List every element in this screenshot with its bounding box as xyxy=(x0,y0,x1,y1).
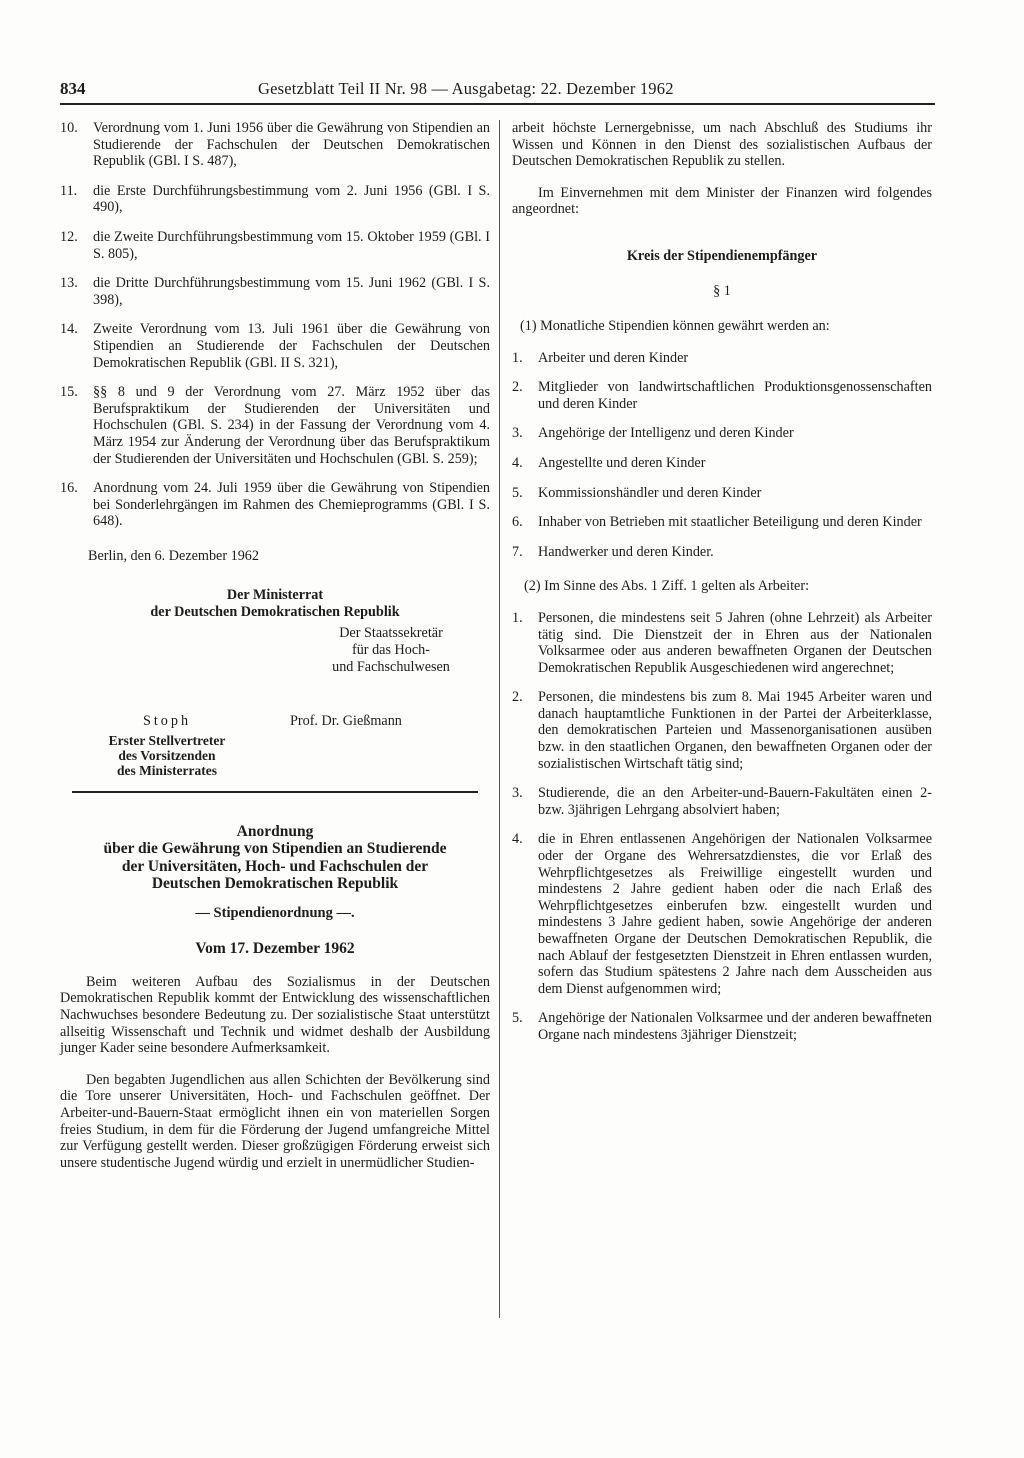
list-item xyxy=(512,689,932,772)
list-item-text: Mitglieder von landwirtschaftlichen Produktionsgenossenschaften und deren Kinder xyxy=(538,379,932,412)
list-item-text: Personen, die mindestens bis zum 8. Mai 1945 Arbeiter waren und danach hauptamtliche Funktionen in der Partei der Arbeiterklasse, den demokratischen Parteien und Massenorganisationen ausüben bzw. in den staatlichen Organen, den bewaffneten Organen oder der sozialistischen Wirtschaft tätig sind; xyxy=(538,689,932,772)
list-item-text: §§ 8 und 9 der Verordnung vom 27. März 1952 über das Berufspraktikum der Studierenden der Universitäten und Hochschulen (GBl. S. 234) in der Fassung der Verordnung vom 4. März 1954 zur Änderung der Verordnung über das Berufspraktikum der Studierenden der Universitäten und Hochschulen (GBl. S. 259); xyxy=(93,384,490,467)
list-item-number: 16. xyxy=(60,480,78,497)
ordinance-title: Anordnung xyxy=(236,822,314,840)
list-item-number: 15. xyxy=(60,384,78,401)
list-item xyxy=(512,350,932,367)
ordinance-title: Deutschen Demokratischen Republik xyxy=(151,875,399,893)
header-rule xyxy=(60,103,935,105)
list-item-text: Angestellte und deren Kinder xyxy=(538,454,706,471)
signer-name-stoph: Stoph xyxy=(142,712,192,729)
list-item-text: Verordnung vom 1. Juni 1956 über die Gewährung von Stipendien an Studierende der Fachschulen der Deutschen Demokratischen Republik (GBl. I S. 487), xyxy=(93,120,490,170)
list-item xyxy=(512,455,932,472)
ordinance-title: der Universitäten, Hoch- und Fachschulen der xyxy=(121,857,429,875)
list-item-text: Personen, die mindestens seit 5 Jahren (ohne Lehrzeit) als Arbeiter tätig sind. Die Dienstzeit der in Ehren aus der Nationalen Volksarmee oder aus anderen bewaffneten Organen der Deutschen Demokratischen Republik Ausgeschiedenen wird angerechnet; xyxy=(538,609,932,676)
signer-title-line: und Fachschulwesen xyxy=(332,658,450,675)
list-item-text: Arbeiter und deren Kinder xyxy=(538,349,689,366)
list-item-text: Studierende, die an den Arbeiter-und-Bauern-Fakultäten einen 2- bzw. 3jährigen Lehrgang absolviert haben; xyxy=(538,785,932,818)
list-item xyxy=(512,379,932,412)
list-item xyxy=(512,544,932,561)
list-item-number: 1. xyxy=(512,609,523,626)
preamble-paragraph: Den begabten Jugendlichen aus allen Schichten der Bevölkerung sind die Tore unserer Universitäten, Hoch- und Fachschulen geöffnet. Der Arbeiter-und-Bauern-Staat ermöglicht ihnen ein von materiellen Sorgen freies Studium, in dem für die Förderung der Jugend umfangreiche Mittel zur Verfügung gestellt werden. Dieser großzügigen Förderung erweist sich unsere studentische Jugend würdig und erzielt in unermüdlicher Studien- xyxy=(60,1071,490,1171)
list-item xyxy=(60,275,490,308)
list-item-number: 6. xyxy=(512,514,523,531)
list-item xyxy=(512,785,932,818)
list-item xyxy=(512,831,932,997)
list-item-number: 5. xyxy=(512,484,523,501)
list-item-number: 2. xyxy=(512,379,523,396)
list-item-number: 4. xyxy=(512,831,523,848)
list-item-number: 1. xyxy=(512,349,523,366)
place-date: Berlin, den 6. Dezember 1962 xyxy=(88,547,259,564)
issuer-line: der Deutschen Demokratischen Republik xyxy=(150,603,400,620)
list-item xyxy=(512,1010,932,1043)
ordinance-date: Vom 17. Dezember 1962 xyxy=(195,939,355,957)
agreement-paragraph: Im Einvernehmen mit dem Minister der Finanzen wird folgendes angeordnet: xyxy=(512,184,932,218)
section-rule xyxy=(72,791,478,793)
list-item-text: Angehörige der Nationalen Volksarmee und der anderen bewaffneten Organe nach mindestens 3jähriger Dienstzeit; xyxy=(538,1010,932,1043)
signature-block xyxy=(60,624,490,778)
list-item-text: die Dritte Durchführungsbestimmung vom 15. Juni 1962 (GBl. I S. 398), xyxy=(93,275,490,308)
list-item-number: 10. xyxy=(60,120,78,136)
list-item-text: Handwerker und deren Kinder. xyxy=(538,543,714,560)
preamble-continuation: arbeit höchste Lernergebnisse, um nach Abschluß des Studiums ihr Wissen und Können in den Dienst des sozialistischen Aufbaus der Deutschen Demokratischen Republik zu stellen. xyxy=(512,120,932,170)
list-item-number: 7. xyxy=(512,543,523,560)
list-item xyxy=(60,229,490,262)
list-item xyxy=(512,514,932,531)
page-number: 834 xyxy=(60,79,86,98)
page-header-title: Gesetzblatt Teil II Nr. 98 — Ausgabetag: 22. Dezember 1962 xyxy=(258,79,674,98)
list-item-text: Anordnung vom 24. Juli 1959 über die Gewährung von Stipendien bei Sonderlehrgängen im Rahmen des Chemieprogramms (GBl. I S. 648). xyxy=(93,480,490,530)
list-item-number: 2. xyxy=(512,689,523,706)
ordinance-title: über die Gewährung von Stipendien an Studierende xyxy=(103,840,447,858)
list-item-text: Angehörige der Intelligenz und deren Kinder xyxy=(538,425,794,442)
preamble-paragraph: Beim weiteren Aufbau des Sozialismus in der Deutschen Demokratischen Republik kommt der Entwicklung des wissenschaftlichen Nachwuchses besondere Bedeutung zu. Der sozialistische Staat unterstützt allseitig Wissenschaft und Technik und widmet deshalb der Ausbildung junger Kader seine besondere Aufmerksamkeit. xyxy=(60,973,490,1057)
list-item xyxy=(60,384,490,467)
list-item-number: 13. xyxy=(60,275,78,292)
signer-title-line: Erster Stellvertreter xyxy=(108,732,226,748)
signer-title-line: des Ministerrates xyxy=(116,762,218,778)
signer-name-giessmann: Prof. Dr. Gießmann xyxy=(290,712,402,729)
list-item-number: 4. xyxy=(512,454,523,471)
signer-title-line: Der Staatssekretär xyxy=(339,624,443,641)
list-item-text: Zweite Verordnung vom 13. Juli 1961 über die Gewährung von Stipendien an Studierende der Fachschulen der Deutschen Demokratischen Republik (GBl. II S. 321), xyxy=(93,321,490,371)
list-item-number: 14. xyxy=(60,321,78,338)
issuer-line: Der Ministerrat xyxy=(226,586,324,603)
ordinance-subtitle: — Stipendienordnung —. xyxy=(195,904,355,921)
list-item-text: Inhaber von Betrieben mit staatlicher Beteiligung und deren Kinder xyxy=(538,514,922,531)
list-item-number: 5. xyxy=(512,1010,523,1027)
list-item-number: 11. xyxy=(60,182,78,199)
list-item xyxy=(60,183,490,216)
list-item-text: die in Ehren entlassenen Angehörigen der Nationalen Volksarmee oder der Organe des Wehrersatzdienstes, die vor Erlaß des Wehrpflichtgesetzes als Freiwillige eingestellt wurden und mindestens 2 Jahre gedient haben oder die nach Erlaß des Wehrpflichtgesetzes einberufen bzw. eingestellt wurden und mindestens 3 Jahre gedient haben, sowie Angehörige der anderen bewaffneten Organe der Deutschen Demokratischen Republik, die nach Ablauf der festgesetzten Dienstzeit in Ehren entlassen wurden, sofern das Studium spätestens 2 Jahre nach dem Ausscheiden aus dem Dienst aufgenommen wird; xyxy=(538,831,932,997)
signature-right xyxy=(296,625,486,676)
signer-title-line: des Vorsitzenden xyxy=(118,747,216,763)
list-item xyxy=(60,321,490,371)
list-item-text: die Erste Durchführungsbestimmung vom 2. Juni 1956 (GBl. I S. 490), xyxy=(93,182,490,216)
paragraph-abs1: (1) Monatliche Stipendien können gewährt werden an: xyxy=(520,317,830,334)
list-item xyxy=(512,610,932,676)
list-item xyxy=(512,485,932,502)
signer-title-line: für das Hoch- xyxy=(351,641,430,658)
list-item-number: 3. xyxy=(512,785,523,802)
list-item-number: 3. xyxy=(512,425,523,442)
section-heading: Kreis der Stipendienempfänger xyxy=(626,247,818,264)
right-column xyxy=(512,120,932,1057)
section-number: § 1 xyxy=(713,282,731,299)
left-column xyxy=(60,120,490,1186)
list-item-text: Kommissionshändler und deren Kinder xyxy=(538,484,762,501)
paragraph-abs2: (2) Im Sinne des Abs. 1 Ziff. 1 gelten als Arbeiter: xyxy=(524,578,810,595)
list-item xyxy=(60,480,490,530)
signature-left xyxy=(92,713,242,778)
list-item-number: 12. xyxy=(60,228,78,245)
list-item xyxy=(512,425,932,442)
column-divider xyxy=(499,120,500,1318)
list-item-text: die Zweite Durchführungsbestimmung vom 15. Oktober 1959 (GBl. I S. 805), xyxy=(93,228,490,262)
list-item xyxy=(60,120,490,170)
